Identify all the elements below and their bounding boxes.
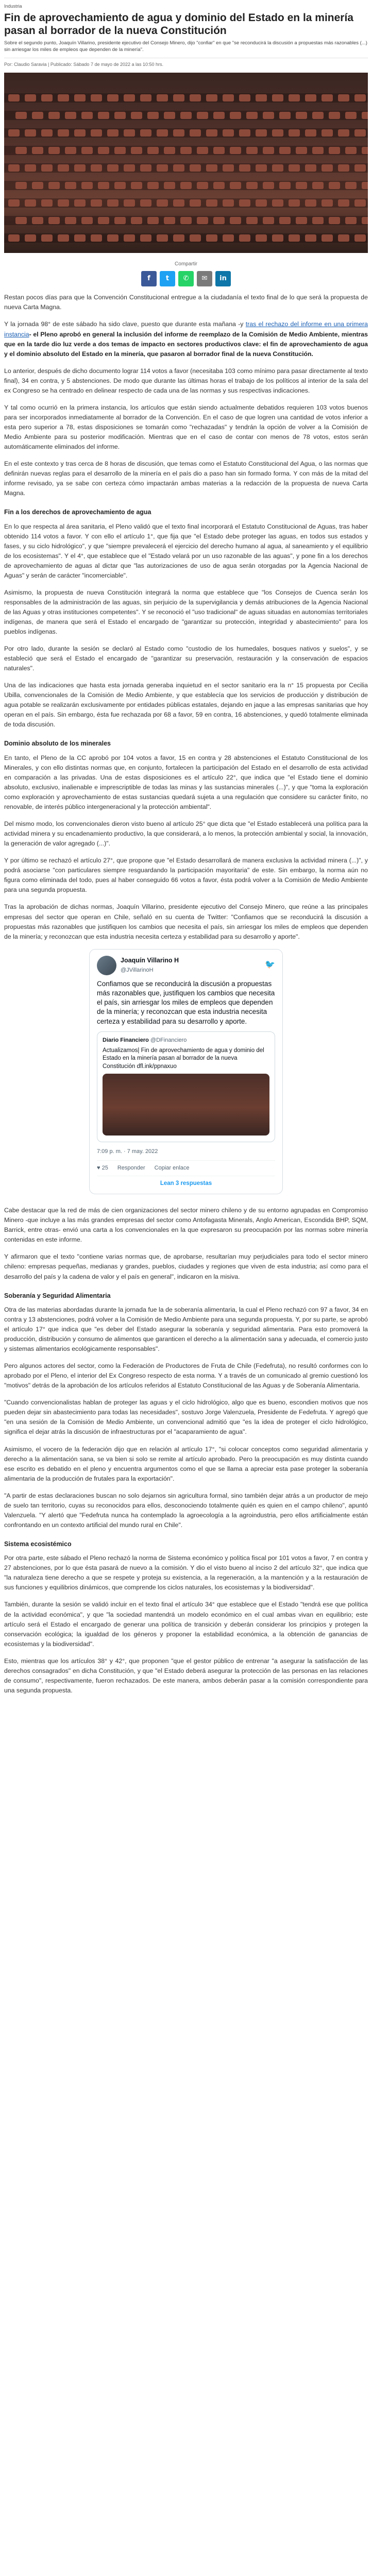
- seat: [164, 217, 175, 224]
- seat: [180, 112, 192, 119]
- reply-button[interactable]: Responder: [117, 1165, 145, 1172]
- seat: [58, 94, 69, 101]
- seat: [223, 164, 234, 172]
- paragraph: En el este contexto y tras cerca de 8 horas de discusión, que temas como el Estatuto Constitucional del Agua, o las normas que definirán nuevas reglas para el desarrollo de la minería en el país dio a paso han sin formado forma. Y con más de la mitad del informe revisado, ya se sabe con certeza cómo impactarán ambas materias a la redacción de la propuesta de nueva Carta Magna.: [4, 460, 368, 497]
- quoted-tweet-image: [103, 1074, 269, 1136]
- paragraph: "Cuando convencionalistas hablan de proteger las aguas y el ciclo hidrológico, algo que es bueno, escondien motivos que nos pueden dejar sin abastecimiento para todas las necesidades", sostuvo Jorge Valenzuela, Presidente de Fedefruta. Y agregó que "en una sesión de la Comisión de Medio Ambiente, un convencional admitió que "es la idea de proteger el ciclo hidrológico, significa el dejar atrás la discusión de infraestructuras por el "acaparamiento de agua".: [4, 1399, 368, 1436]
- seat: [263, 147, 274, 154]
- seat: [362, 112, 368, 119]
- seat: [279, 112, 291, 119]
- seat: [124, 234, 135, 242]
- seat: [206, 164, 217, 172]
- seat: [246, 147, 258, 154]
- seat: [32, 147, 43, 154]
- paragraph: Asimismo, la propuesta de nueva Constitución integrará la norma que establece que "los Consejos de Cuenca serán los responsables de la administración de las aguas, sin perjuicio de la supervigilancia y demás atribuciones de la Agencia Nacional de las Aguas y otras instituciones competentes". Y se reconoció el "uso tradicional" de aguas situadas en autonomías territoriales indígenas, de manera que será el Estado el encargado de "garantizar su protección, integridad y abastecimiento" para los pueblos indígenas.: [4, 588, 368, 636]
- seat: [48, 112, 60, 119]
- seat: [354, 164, 366, 172]
- paragraph: Otra de las materias abordadas durante la jornada fue la de soberanía alimentaria, la cual el Pleno rechazó con 97 a favor, 34 en contra y 13 abstenciones, podrá volver a la Comisión de Medio Ambiente para una segunda propuesta. Y, por su parte, se aprobó el artículo 17° que indica que "es deber del Estado asegurar la soberanía y seguridad alimentaria. Para esto promoverá la producción, distribución y consumo de alimentos que garanticen el derecho a la alimentación sana y adecuada, el comercio justo y sistemas alimentarios ecológicamente responsables".: [4, 1306, 368, 1353]
- seat: [230, 182, 241, 189]
- seat: [322, 129, 333, 137]
- seat: [107, 234, 119, 242]
- seat: [312, 217, 324, 224]
- quoted-tweet-text: Actualizamos| Fin de aprovechamiento de agua y dominio del Estado en la minería pasan al borrador de la nueva Constitución dfl.ink/ppnaxuo: [103, 1047, 264, 1070]
- seat: [354, 129, 366, 137]
- copy-link-button[interactable]: Copiar enlace: [154, 1165, 190, 1172]
- tweet-text: Confiamos que se reconducirá la discusión a propuestas más razonables que, justifiquen los cambios que necesita el país, sin arriesgar los miles de empleos que dependen de la minería; y reconozcan que esta industria necesita certeza y estabilidad para su desarrollo y aporte.: [97, 979, 275, 1025]
- seat: [362, 147, 368, 154]
- seat: [98, 182, 109, 189]
- like-button[interactable]: ♥ 25: [97, 1165, 108, 1172]
- seat: [312, 147, 324, 154]
- seat: [190, 164, 201, 172]
- seat: [223, 234, 234, 242]
- linkedin-icon[interactable]: in: [215, 271, 231, 286]
- seat: [65, 217, 76, 224]
- seat: [107, 199, 119, 207]
- tweet-actions: [97, 1164, 275, 1176]
- seat: [173, 199, 184, 207]
- facebook-icon[interactable]: f: [141, 271, 157, 286]
- seat: [8, 164, 20, 172]
- seat: [354, 234, 366, 242]
- seat: [296, 112, 307, 119]
- seat: [157, 234, 168, 242]
- seat: [91, 94, 102, 101]
- seat: [131, 112, 142, 119]
- seat: [312, 182, 324, 189]
- paragraph: También, durante la sesión se validó incluir en el texto final el artículo 34° que establece que el Estado "tendrá ese que política de la actividad económica", y que "la sociedad mantendrá un modelo económico en el cual ambas vivan en equilibrio; este artículo será el Estado el encargado de generar una política de transición y deberán considerar los principios y protegen la conservación ecológica; la igualdad de los géneros y proponer la estabilidad económica, a la obtención de ganancias de ecosistemas y la biodiversidad".: [4, 1601, 368, 1648]
- paragraph: Asimismo, el vocero de la federación dijo que en relación al artículo 17°, "si colocar conceptos como seguridad alimentaria y derecho a la alimentación sana, se va bien si solo se remite al artículo aprobado. Pero la preocupación es muy distinta cuando ese escrito es debatido en el pleno y encuentra argumentos como el que se llama a apreciar esta pase proteger la soberanía alimentaria de la producción de frutales para la exportación".: [4, 1445, 368, 1482]
- seat: [25, 234, 36, 242]
- embedded-tweet[interactable]: [89, 949, 283, 1195]
- seat: [289, 199, 300, 207]
- seat: [239, 129, 250, 137]
- share-label: Compartir: [175, 261, 197, 267]
- seat: [362, 217, 368, 224]
- quoted-author-handle: @DFinanciero: [150, 1037, 187, 1043]
- read-replies-button[interactable]: Lean 3 respuestas: [160, 1180, 212, 1187]
- seat: [74, 199, 86, 207]
- seat: [114, 182, 126, 189]
- seat: [8, 199, 20, 207]
- share-block: [4, 260, 368, 287]
- paragraph: En lo que respecta al área sanitaria, el Pleno validó que el texto final incorporará el Estatuto Constitucional de Aguas, tras haber obtenido 114 votos a favor. Y con ello el artículo 1°, que fija que "el Estado debe proteger las aguas, en todos sus estados y fases, y su ciclo hidrológico", y que "siempre prevalecerá el ejercicio del derecho humano al agua, al saneamiento y el equilibrio de los ecosistemas". Y el 4°, que establece que el "Estado velará por un uso razonable de las aguas", y pone fin a los derechos de aprovechamiento de aguas al dictar que "las autorizaciones de uso de agua serán otorgadas por la Agencia Nacional de Aguas" y serán de carácter "incomerciable".: [4, 522, 368, 579]
- seat: [48, 147, 60, 154]
- seat: [272, 129, 283, 137]
- seat: [32, 112, 43, 119]
- seat: [223, 199, 234, 207]
- paragraph: Lo anterior, después de dicho documento lograr 114 votos a favor (necesitaba 103 como mínimo para pasar directamente al texto final), 34 en contra, y 5 abstenciones. De modo que durante las últimas horas el trabajo de los políticos al interior de la sala del ex Congreso se ha centrado en delinear respecto de cada una de las normas y sus respectivas indicaciones.: [4, 367, 368, 394]
- seat: [305, 129, 316, 137]
- seat: [223, 94, 234, 101]
- seat: [65, 147, 76, 154]
- seat: [107, 129, 119, 137]
- paragraph-strong: - el Pleno aprobó en general la inclusión del informe de reemplazo de la Comisión de Medio Ambiente, mientras que en la tarde dio luz verde a dos temas de impacto en sectores productivos clave: el fin de aprovechamiento de agua y el dominio absoluto del Estado en la minería, que pasaron al borrador final de la nueva Constitución.: [4, 330, 368, 358]
- seat: [131, 182, 142, 189]
- seat: [256, 199, 267, 207]
- seat: [190, 234, 201, 242]
- seat: [74, 234, 86, 242]
- seat: [246, 182, 258, 189]
- seat: [305, 164, 316, 172]
- mail-icon[interactable]: ✉: [197, 271, 212, 286]
- seat: [213, 147, 225, 154]
- seat: [173, 164, 184, 172]
- subheading: Soberanía y Seguridad Alimentaria: [4, 1292, 111, 1299]
- twitter-bird-icon[interactable]: 🐦: [265, 960, 275, 970]
- seat: [213, 217, 225, 224]
- seat: [48, 217, 60, 224]
- seat: [197, 217, 208, 224]
- seat: [164, 112, 175, 119]
- paragraph: Por otro lado, durante la sesión se declaró al Estado como "custodio de los humedales, bosques nativos y suelos", y se estableció que será el Estado el encargado de "garantizar su preservación, restauración y la conservación de espacios naturales".: [4, 645, 368, 672]
- article-title: Fin de aprovechamiento de agua y dominio del Estado en la minería pasan al borrador de la nueva Constitución: [4, 11, 353, 37]
- seat: [157, 199, 168, 207]
- seat: [81, 217, 93, 224]
- seat: [263, 112, 274, 119]
- seat: [197, 147, 208, 154]
- seat: [41, 164, 53, 172]
- seat: [65, 182, 76, 189]
- section-tag[interactable]: Industria: [4, 4, 22, 9]
- paragraph: Cabe destacar que la red de más de cien organizaciones del sector minero chileno y de su entorno agrupadas en Compromiso Minero -que incluye a las más grandes empresas del sector como Antofagasta Minerals, Anglo American, Escondida BHP, SQM, Barrick, entre otras- envió una carta a los convencionales en la que expresaron su preocupación por las normas sobre minería contenidas en este informe.: [4, 1207, 368, 1244]
- seat: [173, 129, 184, 137]
- seat: [131, 147, 142, 154]
- article-byline: Por: Claudio Saravia | Publicado: Sábado 7 de mayo de 2022 a las 10:50 hrs.: [4, 58, 368, 69]
- seat: [223, 129, 234, 137]
- seat: [279, 147, 291, 154]
- seat: [272, 164, 283, 172]
- quoted-author-name: Diario Financiero: [103, 1037, 149, 1043]
- seat: [338, 199, 349, 207]
- seat: [256, 129, 267, 137]
- seat: [362, 182, 368, 189]
- paragraph: Por otra parte, este sábado el Pleno rechazó la norma de Sistema económico y política fiscal por 101 votos a favor, 7 en contra y 27 abstenciones, por lo que ésta pasará de nuevo a la comisión. Y dio el visto bueno al inciso 2 del artículo 32°, que indica que "la naturaleza tiene derecho a que se respete y proteja su existencia, a la regeneración, a la mantención y a la restauración de sus funciones y equilibrios dinámicos, que comprende los ciclos naturales, los ecosistemas y la biodiversidad".: [4, 1554, 368, 1591]
- seat: [15, 182, 27, 189]
- share-icons: [141, 271, 231, 286]
- seat: [213, 112, 225, 119]
- seat: [147, 147, 159, 154]
- seat: [15, 112, 27, 119]
- seat: [81, 182, 93, 189]
- seat: [230, 147, 241, 154]
- seat: [256, 234, 267, 242]
- seat: [190, 94, 201, 101]
- paragraph-text: Y la jornada 98° de este sábado ha sido clave, puesto que durante esta mañana -y: [4, 320, 244, 328]
- seat: [289, 94, 300, 101]
- seat: [206, 94, 217, 101]
- seat: [58, 234, 69, 242]
- seat: [197, 182, 208, 189]
- seat: [263, 182, 274, 189]
- seat: [305, 199, 316, 207]
- seat: [338, 129, 349, 137]
- seat: [322, 94, 333, 101]
- seat: [272, 234, 283, 242]
- seat: [140, 199, 151, 207]
- seat: [289, 129, 300, 137]
- tweet-author-name[interactable]: Joaquín Villarino H: [121, 957, 179, 964]
- seat: [157, 129, 168, 137]
- seat: [8, 94, 20, 101]
- seat: [206, 199, 217, 207]
- seat: [81, 112, 93, 119]
- seat: [180, 182, 192, 189]
- seat: [322, 164, 333, 172]
- seat: [164, 147, 175, 154]
- quoted-tweet-header: [103, 1036, 269, 1045]
- tweet-author-handle[interactable]: @JVillarinoH: [121, 967, 154, 973]
- seat: [91, 199, 102, 207]
- seat: [305, 94, 316, 101]
- seat: [329, 182, 340, 189]
- subheading: Sistema ecosistémico: [4, 1540, 72, 1548]
- whatsapp-icon[interactable]: ✆: [178, 271, 194, 286]
- seat: [289, 234, 300, 242]
- seat: [239, 234, 250, 242]
- seat: [312, 112, 324, 119]
- quoted-tweet[interactable]: [97, 1031, 275, 1143]
- seat: [41, 234, 53, 242]
- seat: [329, 147, 340, 154]
- paragraph: Y tal como ocurrió en la primera instancia, los artículos que están siendo actualmente debatidos requieren 103 votos buenos para ser incorporados inmediatamente al borrador de la Convención. En el caso de que logren una cantidad de votos inferior a esta pero superior a 78, estas disposiciones se tomarán como "rechazadas" y tendrán la opción de volver a la Comisión de Medio Ambiente para su posterior modificación. Mientras que en el caso de contar con menos de 78 votos, estos serán automáticamente eliminados del informe.: [4, 403, 368, 450]
- seat: [272, 94, 283, 101]
- inline-link[interactable]: tras el rechazo del informe en una primera instancia: [4, 320, 368, 338]
- seat: [124, 94, 135, 101]
- seat: [329, 217, 340, 224]
- seat: [140, 129, 151, 137]
- subheading: Fin a los derechos de aprovechamiento de agua: [4, 509, 151, 516]
- seat: [305, 234, 316, 242]
- seat: [58, 129, 69, 137]
- seat: [279, 217, 291, 224]
- seat: [107, 94, 119, 101]
- seat: [8, 129, 20, 137]
- seat: [213, 182, 225, 189]
- seat: [296, 182, 307, 189]
- paragraph: Una de las indicaciones que hasta esta jornada generaba inquietud en el sector sanitario era la n° 15 propuesta por Cecilia Ubilla, convencionales de la Comisión de Medio Ambiente, y que establecía que los servicios de producción y distribución de agua potable se realizarán exclusivamente por entidades públicas estatales, dejando en jaque a las empresas sanitarias que hoy operan en el país. Sin embargo, ésta fue rechazada por 68 a favor, 59 en contra, 16 abstenciones, y quedó totalmente eliminada de toda discusión.: [4, 682, 368, 728]
- seat: [345, 147, 357, 154]
- seat: [81, 147, 93, 154]
- seat: [32, 217, 43, 224]
- seat: [256, 164, 267, 172]
- seat: [239, 199, 250, 207]
- seat: [180, 217, 192, 224]
- seat: [140, 94, 151, 101]
- article-lead: Sobre el segundo punto, Joaquín Villarino, presidente ejecutivo del Consejo Minero, dijo "confiar" en que "se reconducirá la discusión a propuestas más razonables (...) sin arriesgar los miles de empleos que dependen de la minería".: [4, 40, 367, 53]
- seat: [256, 94, 267, 101]
- seat: [32, 182, 43, 189]
- seat: [8, 234, 20, 242]
- seat: [354, 199, 366, 207]
- seat: [114, 217, 126, 224]
- seat: [124, 164, 135, 172]
- seat: [338, 234, 349, 242]
- paragraph: Y por último se rechazó el artículo 27°, que propone que "el Estado desarrollará de manera exclusiva la actividad minera (...)", y podrá asociarse "con particulares siempre resguardando la participación mayoritaria" de este. Sin embargo, la norma aún no figura como eliminada del todo, pues al haber conseguido 66 votos a favor, ésta podrá volver a la Comisión de Medio Ambiente para una segunda propuesta.: [4, 857, 368, 894]
- seat: [230, 217, 241, 224]
- seat: [140, 164, 151, 172]
- seat: [206, 129, 217, 137]
- seat: [289, 164, 300, 172]
- seat: [296, 217, 307, 224]
- subheading: Dominio absoluto de los minerales: [4, 740, 111, 748]
- seat: [124, 199, 135, 207]
- seat: [173, 94, 184, 101]
- twitter-icon[interactable]: t: [160, 271, 175, 286]
- seat: [74, 129, 86, 137]
- paragraph: [4, 319, 368, 359]
- seat: [279, 182, 291, 189]
- seat: [25, 164, 36, 172]
- seat: [338, 164, 349, 172]
- seat: [338, 94, 349, 101]
- paragraph: Tras la aprobación de dichas normas, Joaquín Villarino, presidente ejecutivo del Consejo Minero, que reúne a las principales empresas del sector que operan en Chile, señaló en su cuenta de Twitter: "Confiamos que se reconducirá la discusión a propuestas más razonables que justifiquen los cambios que necesita el país, sin arriesgar los miles de empleos que dependen de la minería; y reconozcan que esta industria necesita certeza y estabilidad para su desarrollo y aporte".: [4, 903, 368, 940]
- avatar[interactable]: [97, 956, 116, 975]
- hero-image: [4, 73, 368, 253]
- seat: [74, 94, 86, 101]
- paragraph: Del mismo modo, los convencionales dieron visto bueno al artículo 25° que dicta que "el Estado establecerá una política para la actividad minera y su encadenamiento productivo, la que considerará, a lo menos, la protección ambiental y social, la innovación, la generación de valor agregado (...)".: [4, 820, 368, 848]
- seat: [345, 112, 357, 119]
- seat: [41, 199, 53, 207]
- like-count: 25: [102, 1165, 108, 1172]
- seat: [147, 217, 159, 224]
- seat: [239, 164, 250, 172]
- seat: [25, 199, 36, 207]
- seat: [296, 147, 307, 154]
- seat: [58, 164, 69, 172]
- seat: [173, 234, 184, 242]
- seat: [345, 217, 357, 224]
- seat: [15, 217, 27, 224]
- seat: [131, 217, 142, 224]
- seat: [91, 129, 102, 137]
- seat: [147, 182, 159, 189]
- seat: [190, 199, 201, 207]
- seat: [246, 217, 258, 224]
- seat: [91, 234, 102, 242]
- article-body: [4, 293, 368, 1696]
- seat: [354, 94, 366, 101]
- paragraph: Restan pocos días para que la Convención Constitucional entregue a la ciudadanía el texto final de lo que será la propuesta de nueva Carta Magna.: [4, 294, 368, 311]
- seat: [25, 94, 36, 101]
- seat: [230, 112, 241, 119]
- paragraph: Pero algunos actores del sector, como la Federación de Productores de Fruta de Chile (Fedefruta), no resultó conformes con lo aprobado por el Pleno, el interior del Ex Congreso respecto de esta norma. Y a través de un comunicado al gremio cuestionó los "motivos" detrás de la aprobación de los artículos referidos al Estatuto Constitucional de las Aguas y de Soberanía Alimentaria.: [4, 1362, 368, 1389]
- seat: [345, 182, 357, 189]
- seat: [206, 234, 217, 242]
- seat: [74, 164, 86, 172]
- seat: [164, 182, 175, 189]
- seat: [98, 147, 109, 154]
- seat: [98, 217, 109, 224]
- paragraph: En tanto, el Pleno de la CC aprobó por 104 votos a favor, 15 en contra y 28 abstenciones el Estatuto Constitucional de los Minerales, y con ello distintas normas que, en conjunto, fortalecen la participación del Estado en el desarrollo de esta actividad en comparación a las privadas. Una de estas disposiciones es el artículo 22°, que indica que "el Estado tiene el dominio absoluto, exclusivo, inalienable e imprescriptible de todas las minas y las sustancias minerales (...)", y que "toma la exploración como exploración y aprovechamiento de estas sustancias quedará sujeta a una regulación que considere su carácter finito, no renovable, de interés público intergeneracional y la protección ambiental".: [4, 754, 368, 811]
- seat: [58, 199, 69, 207]
- seat: [140, 234, 151, 242]
- seat: [65, 112, 76, 119]
- seat: [157, 94, 168, 101]
- paragraph: Y afirmaron que el texto "contiene varias normas que, de aprobarse, resultarían muy perjudiciales para todo el sector minero chileno: empresas pequeñas, medianas y grandes, pueblos, ciudades y regiones que viven de esta industria; así como para el desarrollo del país y la cadena de valor y el país en general", indicaron en la misiva.: [4, 1253, 368, 1280]
- seat: [329, 112, 340, 119]
- seat: [246, 112, 258, 119]
- seat: [114, 147, 126, 154]
- seat: [48, 182, 60, 189]
- seat: [180, 147, 192, 154]
- seat: [322, 199, 333, 207]
- seat: [15, 147, 27, 154]
- seat: [41, 94, 53, 101]
- paragraph: Esto, mientras que los artículos 38° y 42°, que proponen "que el gestor público de entrenar "a asegurar la satisfacción de las derechos consagrados" en dicha Constitución, y que "el Estado deberá asegurar la protección de las personas en las relaciones de consumo", respectivamente, fueron rechazados. De este manera, ambos deberán pasar a la comisión correspondiente para una segunda propuesta.: [4, 1657, 368, 1694]
- seat: [157, 164, 168, 172]
- seat: [322, 234, 333, 242]
- seat: [91, 164, 102, 172]
- tweet-timestamp[interactable]: 7:09 p. m. · 7 may. 2022: [97, 1147, 275, 1161]
- seat: [239, 94, 250, 101]
- seat: [190, 129, 201, 137]
- seat: [147, 112, 159, 119]
- seat: [107, 164, 119, 172]
- seat: [114, 112, 126, 119]
- seat: [272, 199, 283, 207]
- tweet-header: [97, 956, 275, 975]
- seat: [41, 129, 53, 137]
- seat: [98, 112, 109, 119]
- seat: [197, 112, 208, 119]
- seat: [124, 129, 135, 137]
- seat: [25, 129, 36, 137]
- paragraph: "A partir de estas declaraciones buscan no solo dejarnos sin agricultura formal, sino también dejar atrás a un productor de mejo de suelo tan territorio, cuyas su reconocidos para ellos, desconociendo totalmente quién es quien en el campo chileno", apuntó Valenzuela. "Y alertó que "Fedefruta nunca ha contemplado la agroecología a la agroindustria, pero ellos artificialmente están confrontando en un contexto artificial del mundo rural en Chile".: [4, 1492, 368, 1529]
- seat: [263, 217, 274, 224]
